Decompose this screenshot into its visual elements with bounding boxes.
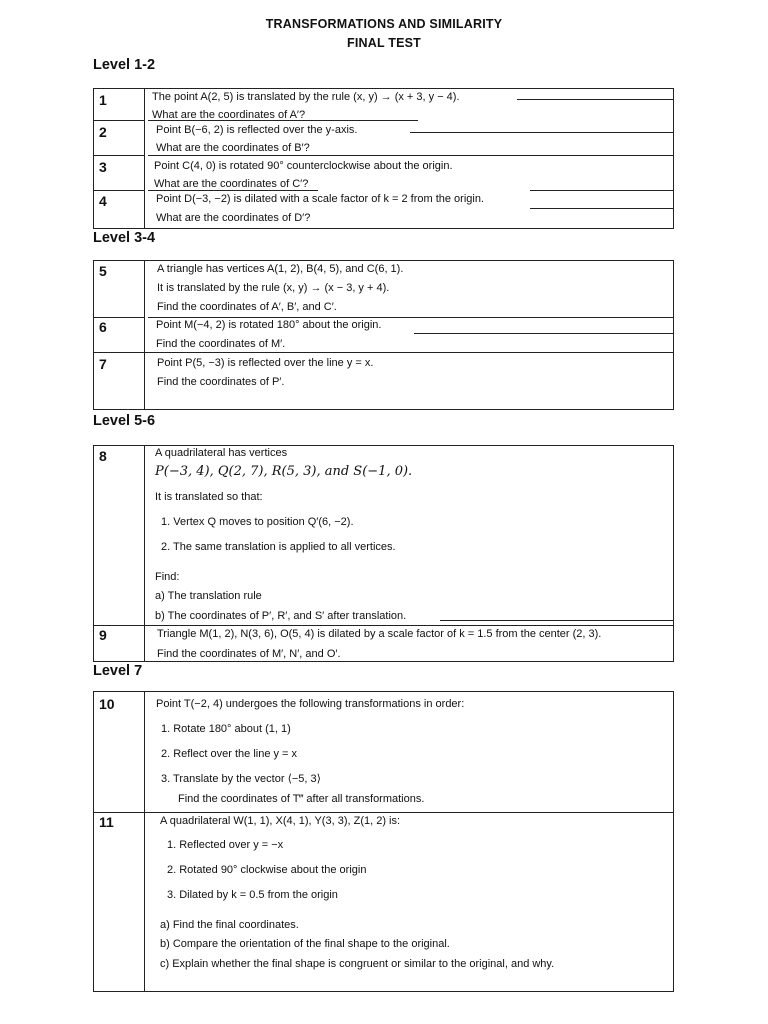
question-number-4: 4 — [99, 193, 107, 209]
q11-step-2: 2. Rotated 90° clockwise about the origin — [167, 864, 367, 876]
q8-find: Find: — [155, 571, 180, 583]
q10-step-3: 3. Translate by the vector ⟨−5, 3⟩ — [161, 773, 321, 785]
q4-answer-line[interactable] — [530, 208, 674, 209]
q5-rule: It is translated by the rule (x, y) → (x − 3, y + 4). — [157, 282, 390, 294]
q9-text: Triangle M(1, 2), N(3, 6), O(5, 4) is dilated by a scale factor of k = 1.5 from the center (2, 3). — [157, 628, 602, 640]
q9-question: Find the coordinates of M′, N′, and O′. — [157, 648, 341, 660]
level-heading-5-6: Level 5-6 — [93, 413, 156, 429]
q2-underline — [148, 155, 674, 156]
q11-part-b: b) Compare the orientation of the final shape to the original. — [160, 938, 450, 950]
number-column — [93, 691, 145, 992]
q4-question: What are the coordinates of D′? — [156, 212, 311, 224]
q8-part-b: b) The coordinates of P′, R′, and S′ after translation. — [155, 610, 407, 622]
row-divider — [93, 155, 145, 156]
q11-part-c: c) Explain whether the final shape is congruent or similar to the original, and why. — [160, 958, 555, 970]
q1-answer-line[interactable] — [517, 99, 674, 100]
q8-step-1: 1. Vertex Q moves to position Q′(6, −2). — [161, 516, 354, 528]
question-number-9: 9 — [99, 627, 107, 643]
level-heading-3-4: Level 3-4 — [93, 230, 156, 246]
page-title: TRANSFORMATIONS AND SIMILARITY — [265, 17, 503, 31]
question-number-2: 2 — [99, 124, 107, 140]
q3-answer-line[interactable] — [530, 190, 674, 191]
page-subtitle: FINAL TEST — [347, 36, 421, 50]
q6-text: Point M(−4, 2) is rotated 180° about the origin. — [156, 319, 382, 331]
q11-step-1: 1. Reflected over y = −x — [167, 839, 284, 851]
q7-question: Find the coordinates of P′. — [157, 376, 285, 388]
q8-answer-line[interactable] — [440, 620, 674, 621]
q8-condition: It is translated so that: — [155, 491, 263, 503]
number-column — [93, 260, 145, 410]
question-number-10: 10 — [99, 696, 115, 712]
q2-text: Point B(−6, 2) is reflected over the y-axis. — [156, 124, 358, 136]
q8-vertices: P(−3, 4), Q(2, 7), R(5, 3), and S(−1, 0). — [155, 464, 413, 479]
q11-part-a: a) Find the final coordinates. — [160, 919, 299, 931]
q10-text: Point T(−2, 4) undergoes the following transformations in order: — [156, 698, 465, 710]
row-divider — [93, 317, 145, 318]
row-divider — [93, 190, 145, 191]
row-divider — [93, 120, 145, 121]
q1-underline — [148, 120, 418, 121]
level-heading-1-2: Level 1-2 — [93, 57, 156, 73]
q11-step-3: 3. Dilated by k = 0.5 from the origin — [167, 889, 338, 901]
question-number-6: 6 — [99, 319, 107, 335]
q3-underline — [148, 190, 318, 191]
question-number-8: 8 — [99, 448, 107, 464]
question-number-7: 7 — [99, 356, 107, 372]
q2-question: What are the coordinates of B′? — [156, 142, 310, 154]
q8-step-2: 2. The same translation is applied to all vertices. — [161, 541, 396, 553]
row-divider — [93, 625, 674, 626]
q11-text: A quadrilateral W(1, 1), X(4, 1), Y(3, 3), Z(1, 2) is: — [160, 815, 401, 827]
question-number-1: 1 — [99, 92, 107, 108]
question-number-3: 3 — [99, 159, 107, 175]
q5-question: Find the coordinates of A′, B′, and C′. — [157, 301, 337, 313]
q2-answer-line[interactable] — [410, 132, 674, 133]
q1-text: The point A(2, 5) is translated by the rule (x, y) → (x + 3, y − 4). — [152, 91, 460, 103]
q6-question: Find the coordinates of M′. — [156, 338, 286, 350]
q10-step-1: 1. Rotate 180° about (1, 1) — [161, 723, 291, 735]
q8-part-a: a) The translation rule — [155, 590, 262, 602]
row-divider — [93, 352, 674, 353]
q5-text: A triangle has vertices A(1, 2), B(4, 5), and C(6, 1). — [157, 263, 404, 275]
row-divider — [93, 812, 674, 813]
question-number-11: 11 — [99, 814, 114, 830]
q7-text: Point P(5, −3) is reflected over the line y = x. — [157, 357, 374, 369]
q10-step-2: 2. Reflect over the line y = x — [161, 748, 298, 760]
q10-question: Find the coordinates of T‴ after all transformations. — [178, 793, 425, 805]
q4-text: Point D(−3, −2) is dilated with a scale factor of k = 2 from the origin. — [156, 193, 485, 205]
q1-question: What are the coordinates of A′? — [152, 109, 306, 121]
level-heading-7: Level 7 — [93, 663, 143, 679]
q3-question: What are the coordinates of C′? — [154, 178, 309, 190]
q6-answer-line[interactable] — [414, 333, 674, 334]
question-number-5: 5 — [99, 263, 107, 279]
q3-text: Point C(4, 0) is rotated 90° counterclockwise about the origin. — [154, 160, 453, 172]
q8-intro: A quadrilateral has vertices — [155, 447, 288, 459]
